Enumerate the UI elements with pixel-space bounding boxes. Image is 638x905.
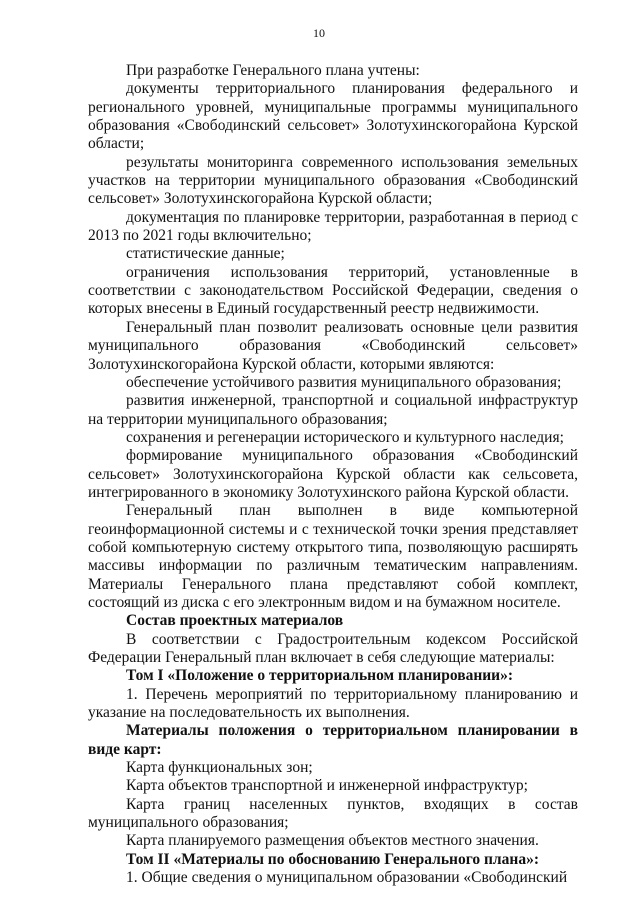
paragraph-goals: Генеральный план позволит реализовать основные цели развития муниципального образования «Свободинский сельсовет» Золотухинскогорайона Курской области, которыми являются: (88, 318, 578, 373)
paragraph-planning-docs: документация по планировке территории, разработанная в период с 2013 по 2021 годы включительно; (88, 208, 578, 245)
page-number: 10 (313, 26, 325, 40)
heading-maps: Материалы положения о территориальном планировании в виде карт: (88, 722, 578, 758)
paragraph-map-local-objects: Карта планируемого размещения объектов местного значения. (126, 832, 539, 850)
paragraph-map-transport: Карта объектов транспортной и инженерной инфраструктур; (126, 777, 528, 795)
paragraph-goal-heritage: сохранения и регенерации исторического и культурного наследия; (126, 428, 564, 446)
paragraph-gis: Генеральный план выполнен в виде компьютерной геоинформационной системы и с технической точки зрения представляет собой компьютерную систему открытого типа, позволяющую расширять массивы информации по различным тематическим направлениям. Материалы Генерального плана представляют собой комплект, состоящий из диска с его электронным видом и на бумажном носителе. (88, 502, 578, 611)
paragraph-statistics: статистические данные; (126, 245, 285, 263)
paragraph-code: В соответствии с Градостроительным кодексом Российской Федерации Генеральный план включает в себя следующие материалы: (88, 630, 578, 666)
heading-volume-2: Том II «Материалы по обоснованию Генерального плана»: (126, 850, 539, 868)
paragraph-documents: документы территориального планирования федерального и регионального уровней, муниципальные программы муниципального образования «Свободинский сельсовет» Золотухинскогорайона Курской области; (88, 80, 578, 153)
paragraph-goal-formation: формирование муниципального образования «Свободинский сельсовет» Золотухинскогорайона Курской области как сельсовета, интегрированного в экономику Золотухинского района Курской области. (88, 447, 578, 501)
paragraph-monitoring: результаты мониторинга современного использования земельных участков на территории муниципального образования «Свободинский сельсовет» Золотухинскогорайона Курской области; (88, 153, 578, 208)
heading-volume-1: Том I «Положение о территориальном планировании»: (126, 667, 514, 685)
paragraph-map-boundaries: Карта границ населенных пунктов, входящих в состав муниципального образования; (88, 795, 578, 832)
paragraph-intro: При разработке Генерального плана учтены: (126, 62, 420, 79)
paragraph-measures-list: 1. Перечень мероприятий по территориальному планированию и указание на последовательность их выполнения. (88, 685, 578, 722)
paragraph-map-zones: Карта функциональных зон; (126, 759, 313, 777)
heading-project-materials: Состав проектных материалов (126, 612, 344, 630)
paragraph-goal-sustainable: обеспечение устойчивого развития муниципального образования; (126, 373, 562, 391)
document-body (88, 62, 578, 887)
paragraph-general-info: 1. Общие сведения о муниципальном образовании «Свободинский (126, 869, 568, 887)
paragraph-goal-infrastructure: развития инженерной, транспортной и социальной инфраструктур на территории муниципального образования; (88, 392, 578, 428)
paragraph-restrictions: ограничения использования территорий, установленные в соответствии с законодательством Российской Федерации, сведения о которых внесены в Единый государственный реестр недвижимости. (88, 263, 578, 318)
